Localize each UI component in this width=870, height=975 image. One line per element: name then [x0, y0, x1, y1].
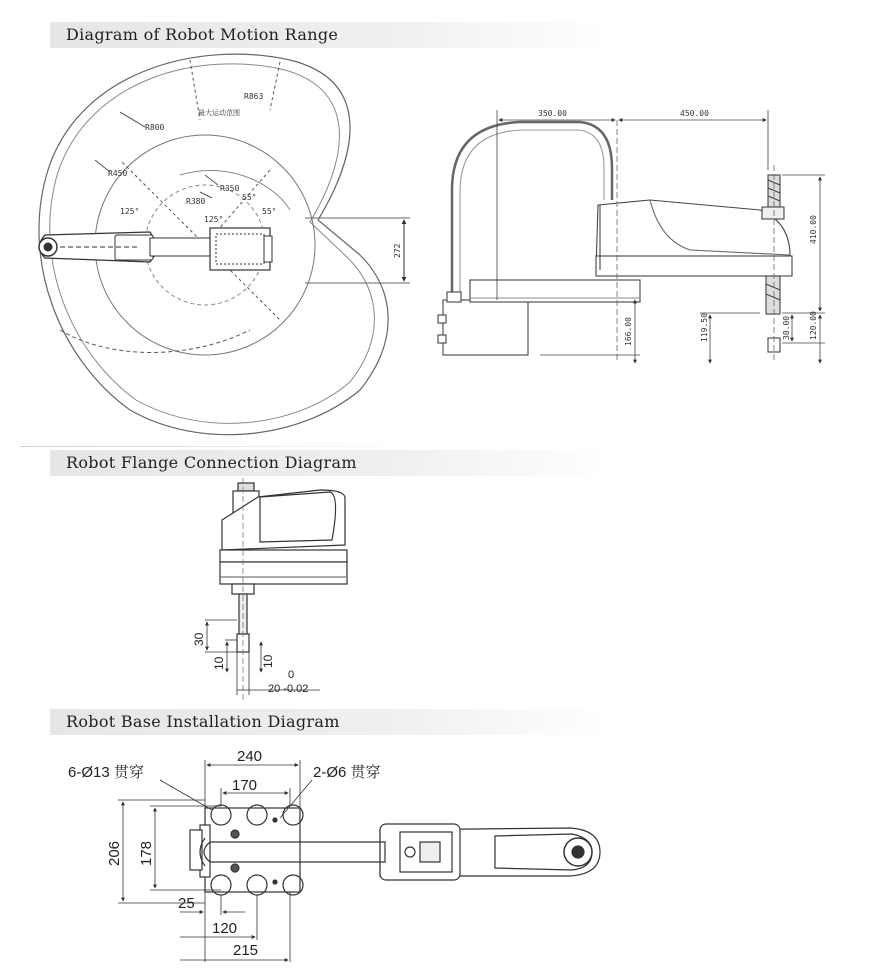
base-dim-170: 170 [232, 777, 258, 794]
radius-label-r800: R800 [145, 123, 165, 132]
angle-label-125-center: 125° [204, 215, 224, 224]
flange-dim-labels [192, 632, 308, 695]
dim-119-50: 119.50 [700, 313, 709, 342]
dim-120: 120.00 [809, 311, 818, 340]
hole-label-6-13: 6-Ø13 贯穿 [68, 764, 144, 781]
radius-label-r380: R380 [186, 197, 206, 206]
robot-side-view [438, 120, 792, 362]
base-installation-diagram [190, 805, 600, 895]
dim-272: 272 [393, 243, 402, 258]
base-dim-25: 25 [178, 895, 195, 912]
radius-label-r863: R863 [244, 92, 264, 101]
robot-arm-top [39, 228, 272, 270]
section-title-motion: Diagram of Robot Motion Range [66, 25, 339, 44]
dim-410: 410.00 [809, 215, 818, 244]
angle-label-125-left: 125° [120, 207, 140, 216]
dim-350: 350.00 [538, 109, 567, 118]
max-range-note: 最大运动范围 [198, 109, 240, 117]
base-dim-240: 240 [237, 748, 263, 765]
radius-label-r350: R350 [220, 184, 240, 193]
dim-30: 30.00 [782, 315, 791, 340]
flange-dim-30: 30 [192, 632, 206, 646]
flange-dim-10-right: 10 [261, 654, 275, 668]
base-dim-120: 120 [212, 920, 238, 937]
base-dim-206: 206 [106, 840, 123, 866]
flange-dim-20: 20 -0.02 [268, 683, 309, 695]
radius-label-r450: R450 [108, 169, 128, 178]
dim-166: 166.00 [624, 317, 633, 346]
section-title-base: Robot Base Installation Diagram [66, 712, 340, 731]
hole-label-2-6: 2-Ø6 贯穿 [313, 764, 381, 781]
angle-label-55-top: 55° [242, 193, 257, 202]
angle-label-55-right: 55° [262, 207, 277, 216]
flange-diagram [220, 478, 347, 700]
dim-450: 450.00 [680, 109, 709, 118]
base-dim-178: 178 [138, 840, 155, 866]
flange-tolerance-upper: 0 [288, 669, 295, 681]
section-title-flange: Robot Flange Connection Diagram [66, 453, 357, 472]
base-dim-215: 215 [233, 942, 259, 959]
flange-dim-10-left: 10 [212, 656, 226, 670]
